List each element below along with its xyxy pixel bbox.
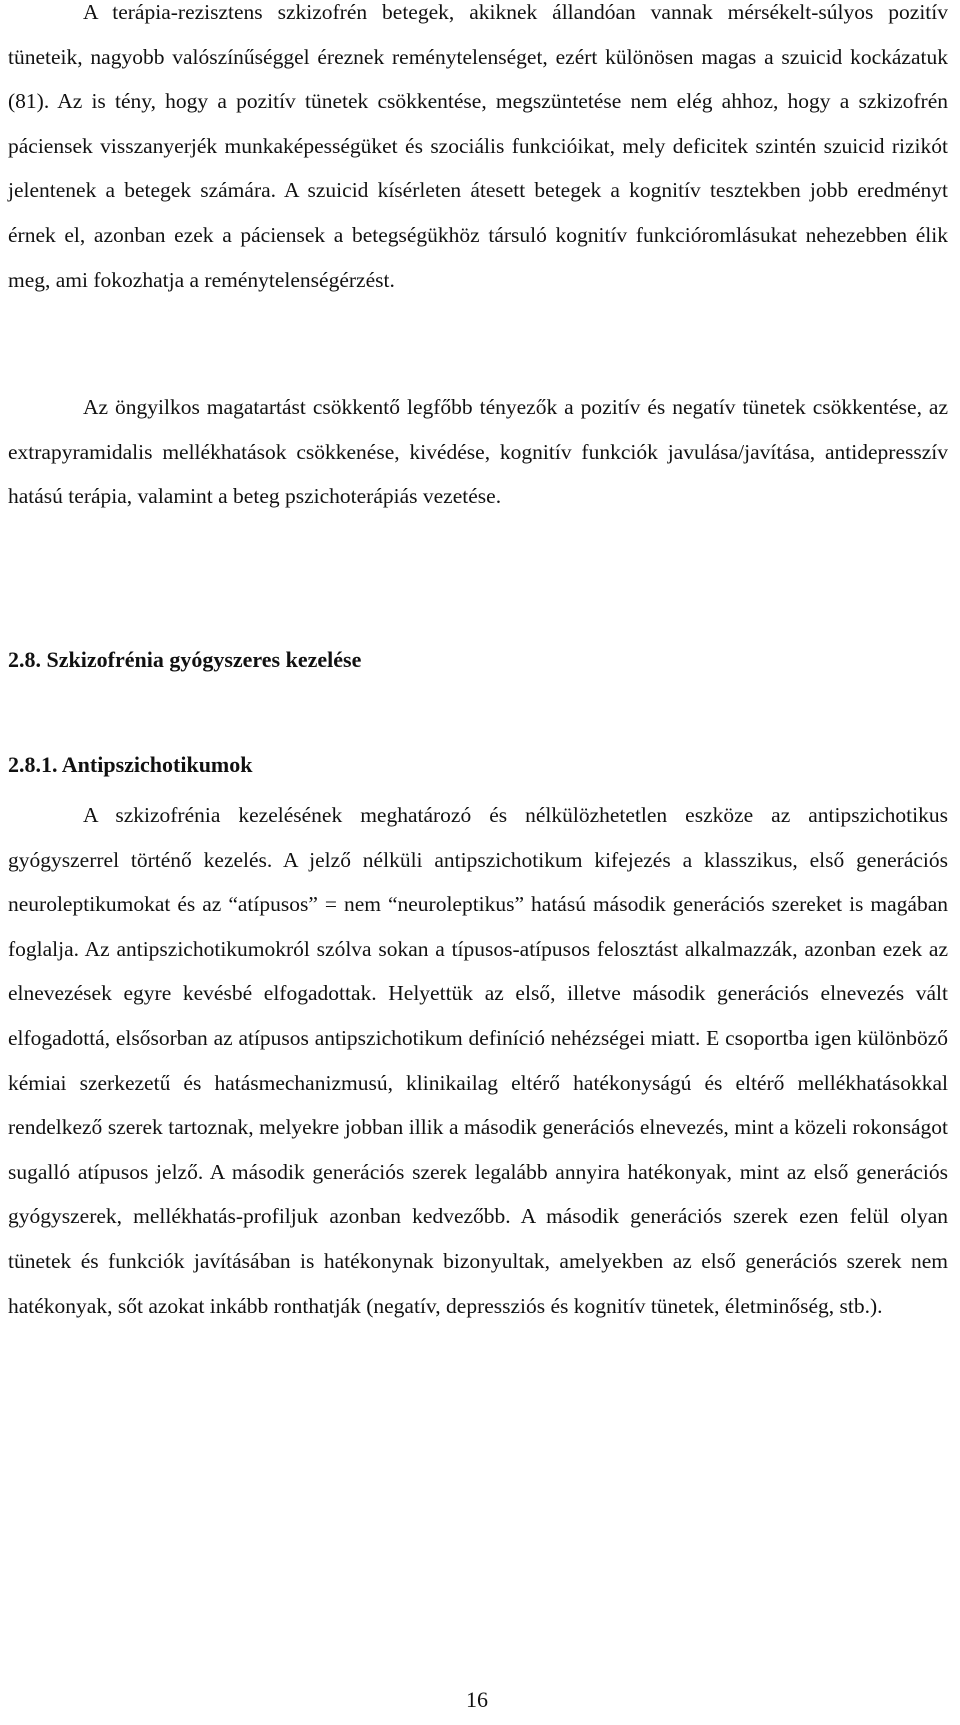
page-number: 16 — [466, 1687, 488, 1712]
section-heading: 2.8. Szkizofrénia gyógyszeres kezelése — [8, 647, 362, 672]
subsection-heading: 2.8.1. Antipszichotikumok — [8, 752, 253, 777]
paragraph-protective-factors: Az öngyilkos magatartást csökkentő legfőbb tényezők a pozitív és negatív tünetek csökkentése, az extrapyramidalis mellékhatások csökkenése, kivédése, kognitív funkciók javulása/javítása, antidepresszív hatású terápia, valamint a beteg pszichoterápiás vezetése. — [8, 395, 948, 509]
paragraph-antipsychotics: A szkizofrénia kezelésének meghatározó és nélkülözhetetlen eszköze az antipszichotikus gyógyszerrel történő kezelés. A jelző nélküli antipszichotikum kifejezés a klasszikus, első generációs neuroleptikumokat és az “atípusos” = nem “neuroleptikus” hatású második generációs szereket is magában foglalja. Az antipszichotikumokról szólva sokan a típusos-atípusos felosztást alkalmazzák, azonban ezek az elnevezések egyre kevésbé elfogadottak. Helyettük az első, illetve második generációs elnevezés vált elfogadottá, elsősorban az atípusos antipszichotikum definíció nehézségei miatt. E csoportba igen különböző kémiai szerkezetű és hatásmechanizmusú, klinikailag eltérő hatékonyságú és eltérő mellékhatásokkal rendelkező szerek tartoznak, melyekre jobban illik a második generációs elnevezés, mint a közeli rokonságot sugalló atípusos jelző. A második generációs szerek legalább annyira hatékonyak, mint az első generációs gyógyszerek, mellékhatás-profiljuk azonban kedvezőbb. A második generációs szerek ezen felül olyan tünetek és funkciók javításában is hatékonynak bizonyultak, amelyekben az első generációs szerek nem hatékonyak, sőt azokat inkább ronthatják (negatív, depressziós és kognitív tünetek, életminőség, stb.). — [8, 803, 948, 1318]
paragraph-suicide-risk: A terápia-rezisztens szkizofrén betegek, akiknek állandóan vannak mérsékelt-súlyos pozitív tüneteik, nagyobb valószínűséggel éreznek reménytelenséget, ezért különösen magas a szuicid kockázatuk (81). Az is tény, hogy a pozitív tünetek csökkentése, megszüntetése nem elég ahhoz, hogy a szkizofrén páciensek visszanyerjék munkaképességüket és szociális funkcióikat, mely deficitek szintén szuicid rizikót jelentenek a betegek számára. A szuicid kísérleten átesett betegek a kognitív tesztekben jobb eredményt érnek el, azonban ezek a páciensek a betegségükhöz társuló kognitív funkcióromlásukat nehezebben élik meg, ami fokozhatja a reménytelenségérzést. — [8, 0, 948, 292]
